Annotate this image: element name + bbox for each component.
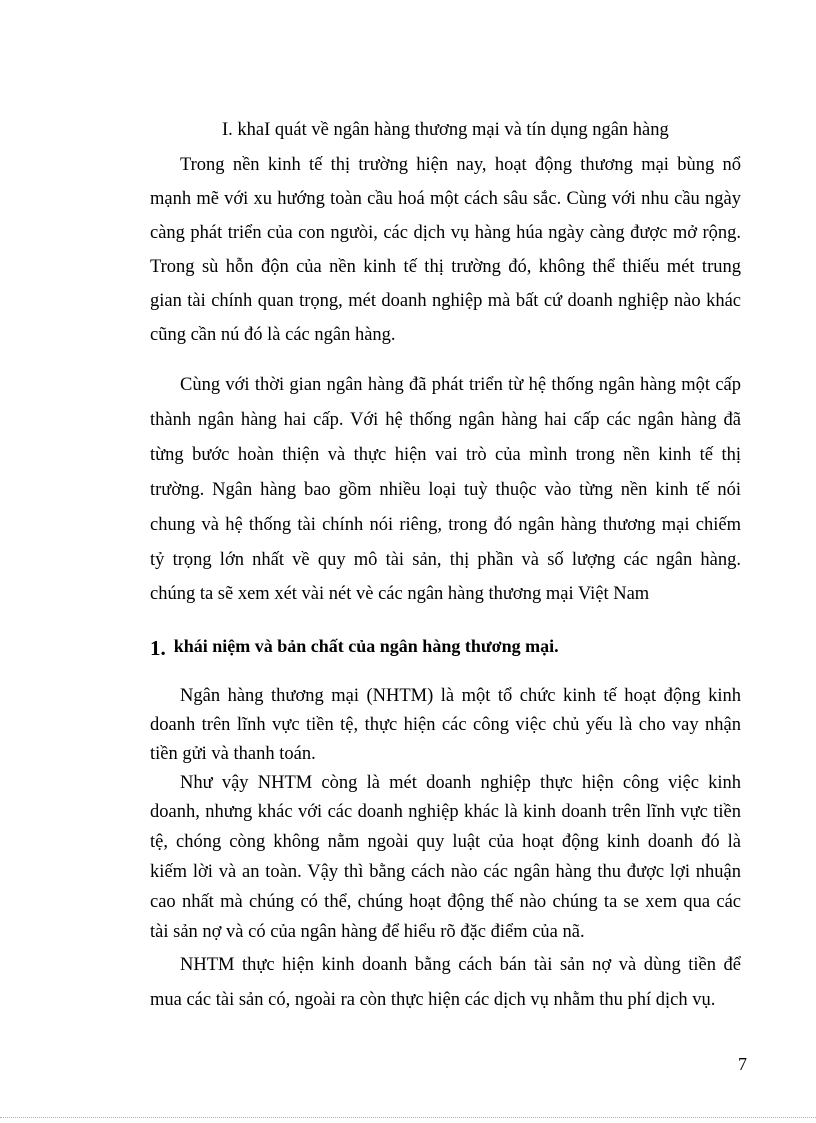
heading-number: 1.: [150, 636, 166, 660]
paragraph2-line: Cùng với thời gian ngân hàng đã phát triển từ hệ thống ngân hàng một cấp: [180, 375, 741, 395]
paragraph2-line: thành ngân hàng hai cấp. Với hệ thống ngân hàng hai cấp các ngân hàng đã: [150, 410, 741, 430]
paragraph1-line: gian tài chính quan trọng, mét doanh nghiệp mà bất cứ doanh nghiệp nào khác: [150, 291, 741, 311]
paragraph3-line: Ngân hàng thương mại (NHTM) là một tổ chức kinh tế hoạt động kinh: [180, 686, 741, 706]
paragraph2-line: từng bước hoàn thiện và thực hiện vai trò của mình trong nền kinh tế thị: [150, 445, 741, 465]
paragraph1-line: Trong nền kinh tế thị trường hiện nay, hoạt động thương mại bùng nổ: [180, 155, 741, 175]
paragraph2-line: chung và hệ thống tài chính nói riêng, trong đó ngân hàng thương mại chiếm: [150, 515, 741, 535]
paragraph4-line: Như vậy NHTM còng là mét doanh nghiệp thực hiện công việc kinh: [180, 773, 741, 793]
paragraph1-line: mạnh mẽ với xu hướng toàn cầu hoá một cách sâu sắc. Cùng với nhu cầu ngày: [150, 189, 741, 209]
paragraph4-line: tài sản nợ và có của ngân hàng để hiểu rõ đặc điểm của nã.: [150, 922, 585, 942]
section-title: I. khaI quát về ngân hàng thương mại và tín dụng ngân hàng: [222, 120, 669, 140]
paragraph1-line: Trong sù hỗn độn của nền kinh tế thị trường đó, không thể thiếu mét trung: [150, 257, 741, 277]
paragraph1-line: cũng cần nú đó là các ngân hàng.: [150, 325, 396, 345]
paragraph3-line: tiền gửi và thanh toán.: [150, 744, 316, 764]
paragraph4-line: tệ, chóng còng không nằm ngoài quy luật của hoạt động kinh doanh đó là: [150, 832, 741, 852]
paragraph3-line: doanh trên lĩnh vực tiền tệ, thực hiện các công việc chủ yếu là cho vay nhận: [150, 715, 741, 735]
section-heading: [150, 633, 559, 658]
paragraph5-line: mua các tài sản có, ngoài ra còn thực hiện các dịch vụ nhằm thu phí dịch vụ.: [150, 990, 716, 1010]
page-bottom-rule: [0, 1117, 816, 1118]
paragraph2-line: chúng ta sẽ xem xét vài nét vè các ngân hàng thương mại Việt Nam: [150, 584, 650, 604]
paragraph4-line: doanh, nhưng khác với các doanh nghiệp khác là kinh doanh trên lĩnh vực tiền: [150, 802, 741, 822]
paragraph2-line: trường. Ngân hàng bao gồm nhiều loại tuỳ thuộc vào từng nền kinh tế nói: [150, 480, 741, 500]
page-number: 7: [738, 1054, 747, 1074]
heading-text: khái niệm và bản chất của ngân hàng thương mại.: [173, 636, 559, 656]
paragraph4-line: cao nhất mà chúng có thể, chúng hoạt động thế nào chúng ta se xem qua các: [150, 892, 741, 912]
paragraph1-line: càng phát triển của con ngưòi, các dịch vụ hàng húa ngày càng được mở rộng.: [150, 223, 741, 243]
paragraph2-line: tỷ trọng lớn nhất về quy mô tài sản, thị phần và số lượng các ngân hàng.: [150, 550, 741, 570]
paragraph4-line: kiếm lời và an toàn. Vậy thì bằng cách nào các ngân hàng thu được lợi nhuận: [150, 862, 741, 882]
paragraph5-line: NHTM thực hiện kinh doanh bằng cách bán tài sản nợ và dùng tiền để: [180, 955, 741, 975]
